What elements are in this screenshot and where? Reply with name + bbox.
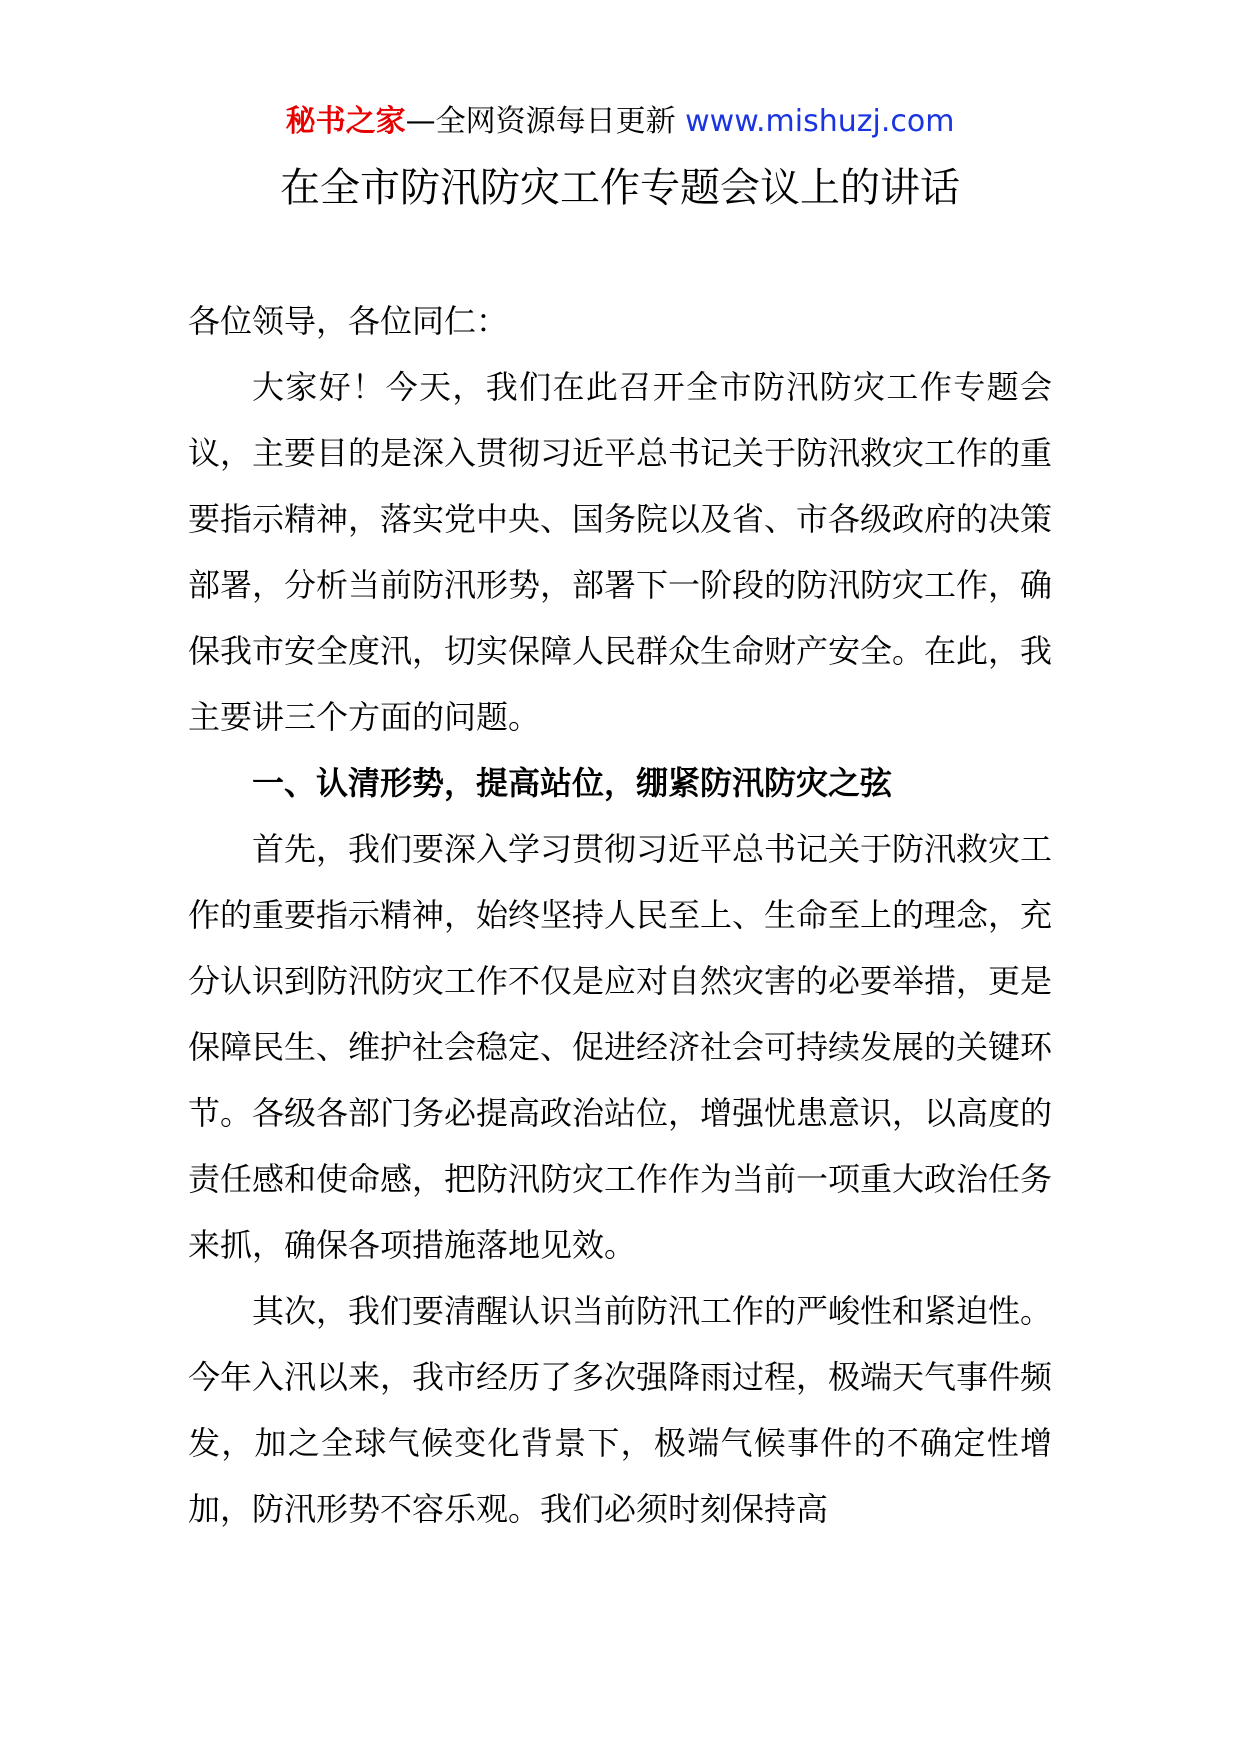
site-header	[0, 100, 1240, 144]
body-paragraph: 其次，我们要清醒认识当前防汛工作的严峻性和紧迫性。今年入汛以来，我市经历了多次强降雨过程，极端天气事件频发，加之全球气候变化背景下，极端气候事件的不确定性增加，防汛形势不容乐观。我们必须时刻保持高	[188, 1292, 1053, 1528]
body-paragraph: 首先，我们要深入学习贯彻习近平总书记关于防汛救灾工作的重要指示精神，始终坚持人民至上、生命至上的理念，充分认识到防汛防灾工作不仅是应对自然灾害的必要举措，更是保障民生、维护社会稳定、促进经济社会可持续发展的关键环节。各级各部门务必提高政治站位，增强忧患意识，以高度的责任感和使命感，把防汛防灾工作作为当前一项重大政治任务来抓，确保各项措施落地见效。	[188, 830, 1053, 1264]
salutation: 各位领导，各位同仁：	[188, 302, 509, 340]
body-paragraph: 大家好！今天，我们在此召开全市防汛防灾工作专题会议，主要目的是深入贯彻习近平总书记关于防汛救灾工作的重要指示精神，落实党中央、国务院以及省、市各级政府的决策部署，分析当前防汛形势，部署下一阶段的防汛防灾工作，确保我市安全度汛，切实保障人民群众生命财产安全。在此，我主要讲三个方面的问题。	[188, 368, 1053, 736]
section-heading: 一、认清形势，提高站位，绷紧防汛防灾之弦	[252, 764, 893, 802]
site-slogan: —全网资源每日更新	[405, 104, 686, 139]
site-url-link[interactable]: www.mishuzj.com	[685, 104, 955, 139]
document-title: 在全市防汛防灾工作专题会议上的讲话	[280, 165, 960, 211]
document-body	[188, 288, 1052, 1542]
site-brand: 秘书之家	[285, 104, 406, 139]
